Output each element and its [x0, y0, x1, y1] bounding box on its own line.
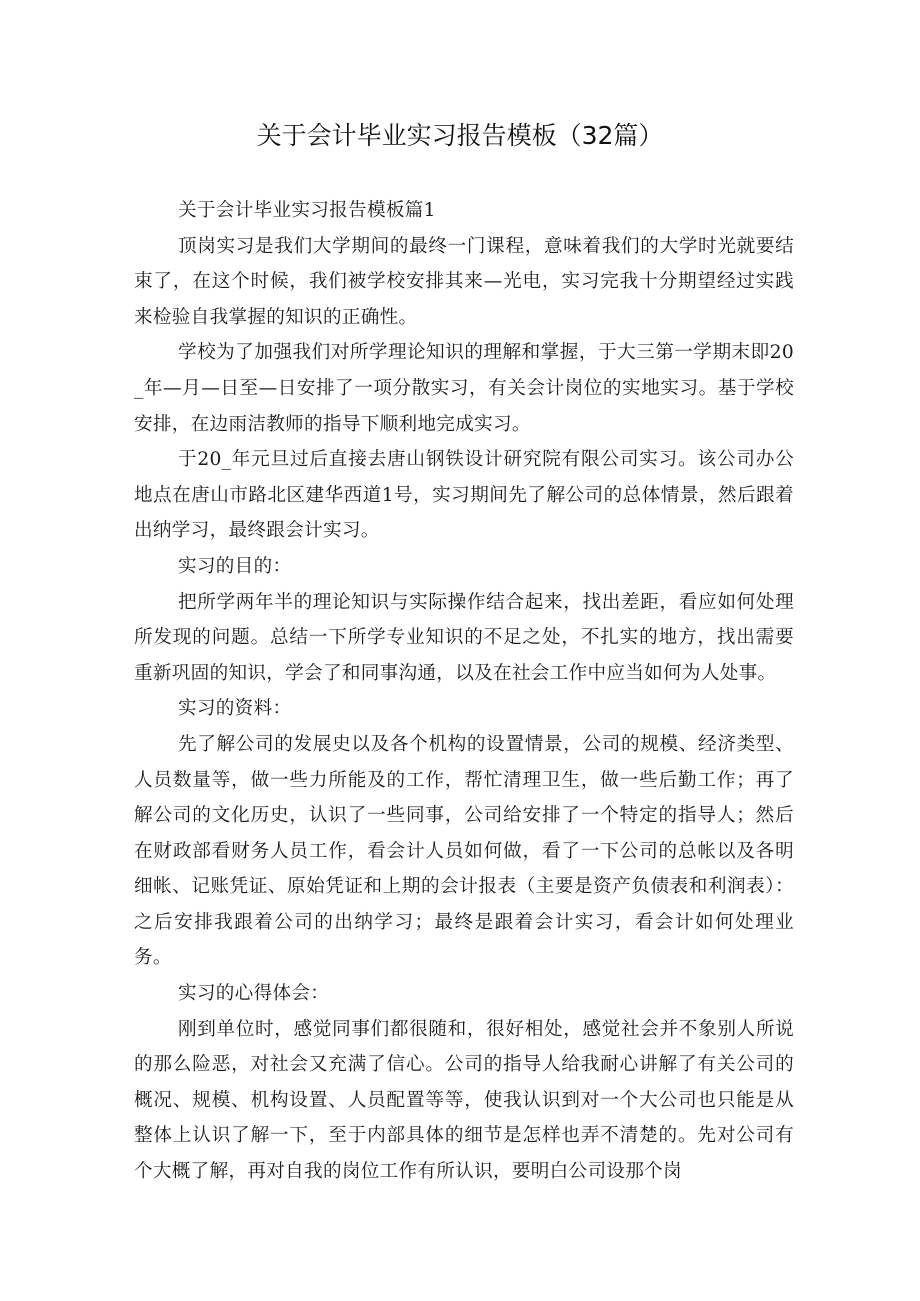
section-heading-article-1: 关于会计毕业实习报告模板篇1	[178, 200, 436, 221]
paragraph-experience: 刚到单位时，感觉同事们都很随和，很好相处，感觉社会并不象别人所说的那么险恶，对社会又充满了信心。公司的指导人给我耐心讲解了有关公司的概况、规模、机构设置、人员配置等等，使我认识到对一个大公司也只能是从整体上认识了解一下，至于内部具体的细节是怎样也弄不清楚的。先对公司有个大概了解，再对自我的岗位工作有所认识，要明白公司设那个岗	[134, 1018, 794, 1183]
paragraph-company: 于20_年元旦过后直接去唐山钢铁设计研究院有限公司实习。该公司办公地点在唐山市路北区建华西道1号，实习期间先了解公司的总体情景，然后跟着出纳学习，最终跟会计实习。	[134, 449, 794, 542]
document-body	[134, 193, 794, 1190]
section-heading-purpose: 实习的目的：	[178, 555, 292, 577]
section-heading-experience: 实习的心得体会：	[178, 983, 330, 1005]
paragraph-arrangement: 学校为了加强我们对所学理论知识的理解和掌握，于大三第一学期末即20_年—月—日至—日安排了一项分散实习，有关会计岗位的实地实习。基于学校安排，在边雨洁教师的指导下顺利地完成实习。	[134, 342, 794, 435]
paragraph-intro: 顶岗实习是我们大学期间的最终一门课程，意味着我们的大学时光就要结束了，在这个时候，我们被学校安排其来—光电，实习完我十分期望经过实践来检验自我掌握的知识的正确性。	[134, 235, 794, 328]
document-title: 关于会计毕业实习报告模板（32篇）	[256, 121, 664, 150]
section-heading-content: 实习的资料：	[178, 698, 292, 720]
paragraph-purpose: 把所学两年半的理论知识与实际操作结合起来，找出差距，看应如何处理所发现的问题。总结一下所学专业知识的不足之处，不扎实的地方，找出需要重新巩固的知识，学会了和同事沟通，以及在社会工作中应当如何为人处事。	[134, 591, 794, 684]
paragraph-content: 先了解公司的发展史以及各个机构的设置情景，公司的规模、经济类型、人员数量等，做一些力所能及的工作，帮忙清理卫生，做一些后勤工作；再了解公司的文化历史，认识了一些同事，公司给安排了一个特定的指导人；然后在财政部看财务人员工作，看会计人员如何做，看了一下公司的总帐以及各明细帐、记账凭证、原始凭证和上期的会计报表（主要是资产负债表和利润表）：之后安排我跟着公司的出纳学习；最终是跟着会计实习，看会计如何处理业务。	[134, 733, 794, 969]
